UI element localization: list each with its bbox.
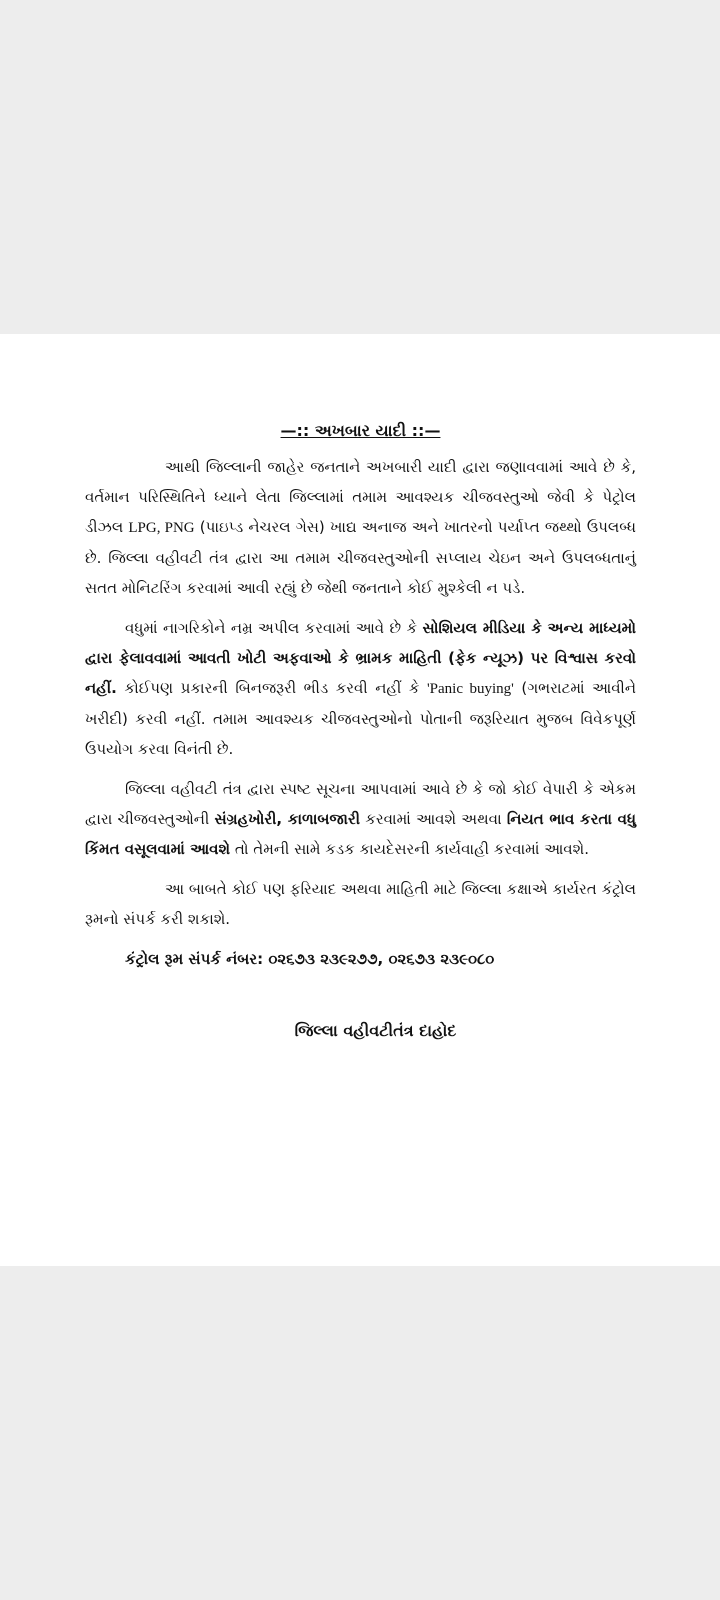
paragraph-bold-text: નિયત ભાવ કરતા વધુ કિંમત વસૂલવામાં આવશે — [85, 810, 636, 858]
paragraph-text: વધુમાં નાગરિકોને નમ્ર અપીલ કરવામાં આવે છે કે — [125, 619, 423, 637]
paragraph-warning — [85, 774, 636, 864]
signature: જિલ્લા વહીવટીતંત્ર દાહોદ — [294, 1021, 457, 1040]
paragraph-bold-text: સંગ્રહખોરી, કાળાબજારી — [214, 810, 361, 828]
paragraph-text: કોઈપણ પ્રકારની બિનજરૂરી ભીડ કરવી નહીં કે — [116, 679, 427, 697]
control-room-contact: કંટ્રોલ રૂમ સંપર્ક નંબર: ૦૨૬૭૩ ૨૩૯૨૭૭, ૦૨૬૭૩ ૨૩૯૦૮૦ — [125, 950, 495, 968]
paragraph-text: આથી જિલ્લાની જાહેર જનતાને અખબારી યાદી દ્વારા જણાવવામાં આવે છે કે, વર્તમાન પરિસ્થિતિને ધ્યાને લેતા જિલ્લામાં તમામ આવશ્યક ચીજવસ્તુઓ જેવી કે પેટ્રોલ ડીઝલ — [85, 458, 636, 536]
paragraph-complaint: આ બાબતે કોઈ પણ ફરિયાદ અથવા માહિતી માટે જિલ્લા કક્ષાએ કાર્યરત કંટ્રોલ રૂમનો સંપર્ક કરી શકાશે. — [85, 880, 636, 928]
paragraph-text: જિલ્લા વહીવટી તંત્ર દ્વારા સ્પષ્ટ સૂચના આપવામાં આવે છે કે જો કોઈ વેપારી કે એકમ દ્વારા ચીજવસ્તુઓની — [85, 780, 636, 828]
document-page — [0, 334, 720, 1266]
paragraph-appeal — [85, 613, 636, 764]
paragraph-latin-text: LPG, PNG — [128, 520, 195, 536]
paragraph-latin-text: 'Panic buying' — [426, 681, 514, 697]
paragraph-text: કરવામાં આવશે અથવા — [360, 810, 507, 828]
paragraph-text: તો તેમની સામે કડક કાયદેસરની કાર્યવાહી કરવામાં આવશે. — [230, 840, 589, 858]
press-release — [85, 416, 636, 1046]
paragraph-text: (પાઇપ્ડ નેચરલ ગેસ) ખાદ્ય અનાજ અને ખાતરનો પર્યાપ્ત જથ્થો ઉપલબ્ધ છે. જિલ્લા વહીવટી તંત્ર દ્વારા આ તમામ ચીજવસ્તુઓની સપ્લાય ચેઇન અને ઉપલબ્ધતાનું સતત મોનિટરિંગ કરવામાં આવી રહ્યું છે જેથી જનતાને કોઈ મુશ્કેલી ન પડે. — [85, 518, 636, 597]
paragraph-text: (ગભરાટમાં આવીને ખરીદી) કરવી નહીં. તમામ આવશ્યક ચીજવસ્તુઓનો પોતાની જરૂરિયાત મુજબ વિવેકપૂર્ણ ઉપયોગ કરવા વિનંતી છે. — [85, 679, 637, 758]
paragraph-availability — [85, 452, 636, 603]
paragraph-bold-text: સોશિયલ મીડિયા કે અન્ય માધ્યમો દ્વારા ફેલાવવામાં આવતી ખોટી અફવાઓ કે ભ્રામક માહિતી (ફેક ન્યૂઝ) પર વિશ્વાસ કરવો નહીં. — [85, 619, 636, 697]
document-title: —:: અખબાર યાદી ::— — [280, 421, 441, 440]
